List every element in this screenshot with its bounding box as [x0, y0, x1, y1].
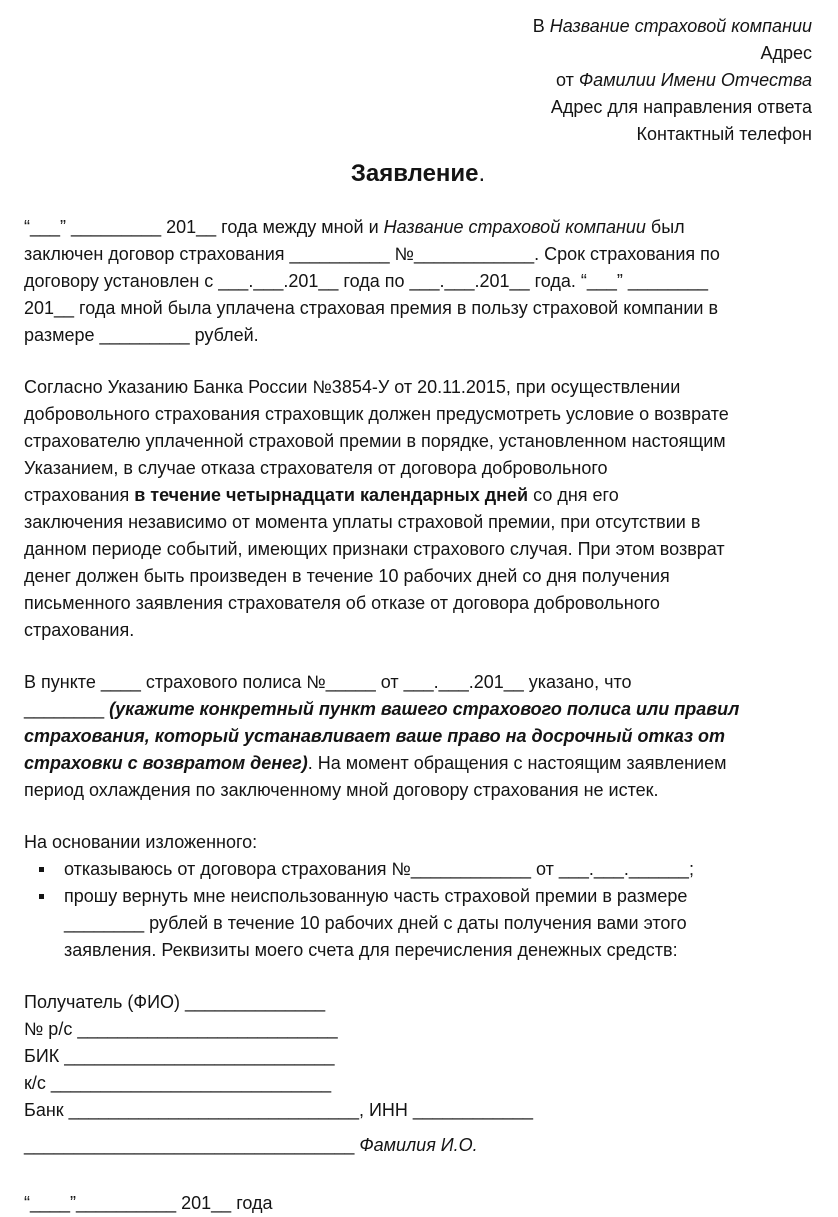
text-line: [24, 268, 812, 295]
document-title: [24, 159, 812, 189]
text-run: Адрес для направления ответа: [550, 97, 812, 117]
signature-line: [24, 1132, 812, 1159]
text-run: договору установлен с ___.___.201__ года по ___.___.201__ года. “___” ________: [24, 271, 708, 291]
recipient-company-line: [24, 14, 812, 41]
text-line: [24, 723, 812, 750]
text-run: страхования: [24, 485, 135, 505]
text-line: [24, 590, 812, 617]
sender-name-line: [24, 68, 812, 95]
text-line: [24, 1043, 812, 1070]
text-run: Заявление: [350, 160, 479, 187]
text-line: [24, 428, 812, 455]
text-line: [24, 241, 812, 268]
text-run: (укажите конкретный пункт вашего страхового полиса или правил: [109, 699, 740, 719]
text-line: [24, 1097, 812, 1124]
demands-intro: На основании изложенного:: [24, 832, 258, 852]
text-run: В: [532, 16, 550, 36]
bank-details-block: [24, 989, 812, 1124]
text-line: [24, 482, 812, 509]
text-line: [24, 509, 812, 536]
text-run: _________________________________: [24, 1135, 360, 1155]
recipient-block: [24, 14, 812, 149]
bullet-square-icon: [39, 867, 44, 872]
demand-item-text: [64, 883, 687, 964]
text-run: Банк _____________________________, ИНН ____________: [24, 1100, 534, 1120]
text-run: период охлаждения по заключенному мной договору страхования не истек.: [24, 780, 659, 800]
text-line: [24, 563, 812, 590]
text-run: В пункте ____ страхового полиса №_____ от ___.___.201__ указано, что: [24, 672, 632, 692]
demand-item-refund-premium: [24, 883, 812, 964]
text-run: № р/с __________________________: [24, 1019, 338, 1039]
text-line: [24, 669, 812, 696]
bullet-square-icon: [39, 894, 44, 899]
text-run: добровольного страхования страховщик должен предусмотреть условие о возврате: [24, 404, 729, 424]
text-run: заявления. Реквизиты моего счета для перечисления денежных средств:: [64, 940, 678, 960]
text-run: данном периоде событий, имеющих признаки страхового случая. При этом возврат: [24, 539, 725, 559]
text-line: [64, 937, 687, 964]
text-line: [24, 1070, 812, 1097]
text-line: [64, 910, 687, 937]
text-run: Получатель (ФИО) ______________: [24, 992, 326, 1012]
text-run: отказываюсь от договора страхования №____________ от ___.___.______;: [64, 859, 694, 879]
text-run: Контактный телефон: [636, 124, 812, 144]
text-line: [64, 856, 694, 883]
text-line: [24, 322, 812, 349]
text-line: [24, 750, 812, 777]
text-run: Согласно Указанию Банка России №3854-У от 20.11.2015, при осуществлении: [24, 377, 681, 397]
text-line: [24, 777, 812, 804]
text-run: страхования, который устанавливает ваше право на досрочный отказ от: [24, 726, 726, 746]
text-run: денег должен быть произведен в течение 10 рабочих дней со дня получения: [24, 566, 670, 586]
text-run: был: [645, 217, 685, 237]
paragraph-regulation-basis: [24, 374, 812, 644]
demand-item-refuse-contract: [24, 856, 812, 883]
text-line: [24, 989, 812, 1016]
text-line: [24, 536, 812, 563]
text-run: прошу вернуть мне неиспользованную часть страховой премии в размере: [64, 886, 688, 906]
text-run: Название страховой компании: [383, 217, 646, 237]
paragraph-contract-info: [24, 214, 812, 349]
text-line: [24, 401, 812, 428]
text-run: ________ рублей в течение 10 рабочих дней с даты получения вами этого: [64, 913, 687, 933]
text-line: [24, 617, 812, 644]
text-run: Фамилия И.О.: [359, 1135, 478, 1155]
text-run: Адрес: [760, 43, 812, 63]
text-run: БИК ___________________________: [24, 1046, 335, 1066]
text-run: заключения независимо от момента уплаты страховой премии, при отсутствии в: [24, 512, 701, 532]
demands-section: [24, 829, 812, 964]
text-run: заключен договор страхования __________ №____________. Срок страхования по: [24, 244, 720, 264]
text-run: . На момент обращения с настоящим заявлением: [307, 753, 727, 773]
text-line: [24, 374, 812, 401]
text-line: [24, 295, 812, 322]
demand-item-text: [64, 856, 694, 883]
text-line: [24, 214, 812, 241]
text-run: от: [556, 70, 579, 90]
text-run: страхователю уплаченной страховой премии в порядке, установленном настоящим: [24, 431, 726, 451]
recipient-address-line: [24, 41, 812, 68]
sender-phone-line: [24, 122, 812, 149]
text-run: ________: [24, 699, 110, 719]
text-run: письменного заявления страхователя об отказе от договора добровольного: [24, 593, 660, 613]
sender-address-line: [24, 95, 812, 122]
text-line: [64, 883, 687, 910]
text-run: страхования.: [24, 620, 135, 640]
text-line: [24, 1016, 812, 1043]
text-run: “___” _________ 201__ года между мной и: [24, 217, 384, 237]
text-run: Название страховой компании: [549, 16, 812, 36]
text-run: к/с ____________________________: [24, 1073, 332, 1093]
text-line: [24, 696, 812, 723]
text-line: [24, 455, 812, 482]
text-run: в течение четырнадцати календарных дней: [134, 485, 529, 505]
paragraph-policy-clause: [24, 669, 812, 804]
text-run: Указанием, в случае отказа страхователя от договора добровольного: [24, 458, 608, 478]
text-run: страховки с возвратом денег): [24, 753, 308, 773]
text-run: со дня его: [528, 485, 619, 505]
text-run: .: [478, 160, 486, 187]
text-run: размере _________ рублей.: [24, 325, 259, 345]
text-run: Фамилии Имени Отчества: [578, 70, 812, 90]
text-run: 201__ года мной была уплачена страховая премия в пользу страховой компании в: [24, 298, 719, 318]
date-line: “____”__________ 201__ года: [24, 1193, 273, 1213]
